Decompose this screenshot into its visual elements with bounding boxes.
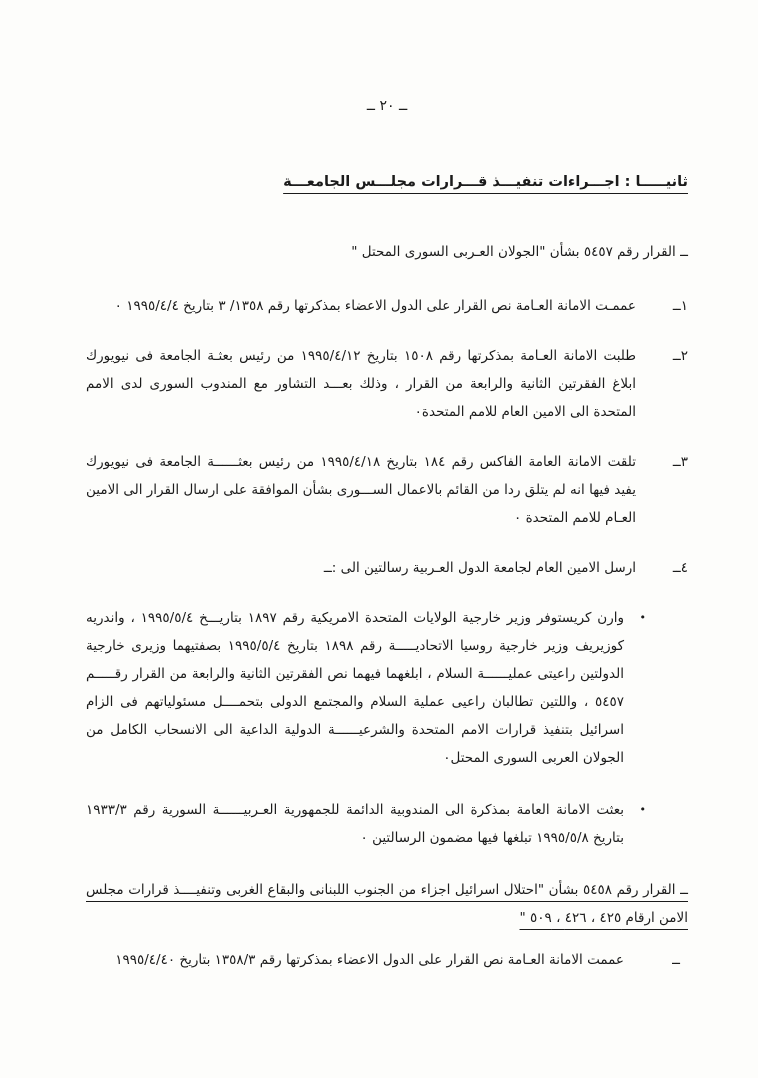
resolution-5457-heading-text: ــ القرار رقم ٥٤٥٧ بشأن "الجولان العـربى السورى المحتل " — [351, 244, 688, 260]
item-dash: ــ — [672, 952, 680, 968]
item-text: ارسل الامين العام لجامعة الدول العـربية رسالتين الى :ــ — [323, 560, 636, 576]
item-number: ٣ــ — [672, 454, 688, 470]
bullet-text: وارن كريستوفر وزير خارجية الولايات المتحدة الامريكية رقم ١٨٩٧ بتاريـــخ ١٩٩٥/٥/٤ ، واندريه كوزيريف وزير خارجية روسيا الاتحاديـــــة رقم ١٨٩٨ بتاريخ ١٩٩٥/٥/٤ بصفتيهما وزيرى خارجية الدولتين راعيتى عمليــــــة السلام ، ابلغهما فيهما نص الفقرتين الثانية والرابعة من القرار رقـــــم ٥٤٥٧ ، واللتين تطالبان راعيى عملية السلام والمجتمع الدولى بتحمــــل مسئولياتهم فى الزام اسرائيل بتنفيذ قرارات الامم المتحدة والشرعيــــــة الدولية الداعية الى الانسحاب الكامل من الجولان العربى السورى المحتل٠ — [86, 610, 624, 766]
bullet-item-2 — [86, 796, 688, 852]
item-text: طلبت الامانة العـامة بمذكرتها رقم ١٥٠٨ بتاريخ ١٩٩٥/٤/١٢ من رئيس بعثـة الجامعة فى نيويورك ابلاغ الفقرتين الثانية والرابعة من القرار ، وذلك بعـــد التشاور مع المندوب السورى لدى الامم المتحدة الى الامين العام للامم المتحدة٠ — [86, 348, 636, 420]
item-text: عممت الامانة العـامة نص القرار على الدول الاعضاء بمذكرتها رقم ١٣٥٨/٣ بتاريخ ١٩٩٥/٤/٤٠ — [115, 952, 624, 968]
item-number: ٢ــ — [672, 348, 688, 364]
bullet-marker: • — [639, 611, 646, 624]
item-text: عممـت الامانة العـامة نص القرار على الدول الاعضاء بمذكرتها رقم ١٣٥٨/ ٣ بتاريخ ١٩٩٥/٤/٤ ٠ — [114, 298, 636, 314]
numbered-item-1 — [86, 292, 688, 320]
numbered-item-4 — [86, 554, 688, 582]
dash-item — [86, 946, 688, 974]
resolution-5457-heading — [86, 238, 688, 266]
resolution-5458-heading-text: ــ القرار رقم ٥٤٥٨ بشأن "احتلال اسرائيل اجزاء من الجنوب اللبنانى والبقاع الغربى وتنفيــــذ قرارات مجلس الامن ارقام ٤٢٥ ، ٤٢٦ ، ٥٠٩ " — [86, 882, 688, 926]
numbered-item-3 — [86, 448, 688, 532]
section-heading — [86, 168, 688, 196]
item-text: تلقت الامانة العامة الفاكس رقم ١٨٤ بتاريخ ١٩٩٥/٤/١٨ من رئيس بعثــــــة الجامعة فى نيويورك يفيد فيها انه لم يتلق ردا من القائم بالاعمال الســـورى بشأن الموافقة على ارسال القرار الى الامين العـام للامم المتحدة ٠ — [86, 454, 636, 526]
item-number: ١ــ — [672, 298, 688, 314]
section-heading-text: ثانيـــــا : اجـــراءات تنفيـــذ قـــرارات مجلـــس الجامعـــة — [283, 174, 688, 190]
bullet-item-1 — [86, 604, 688, 772]
numbered-item-2 — [86, 342, 688, 426]
bullet-text: بعثت الامانة العامة بمذكرة الى المندوبية الدائمة للجمهورية العـربيــــــة السورية رقم ١٩٣٣/٣ بتاريخ ١٩٩٥/٥/٨ تبلغها فيها مضمون الرسالتين ٠ — [86, 802, 624, 846]
item-number: ٤ــ — [672, 560, 688, 576]
bullet-marker: • — [639, 803, 646, 816]
page-number: ــ ٢٠ ــ — [366, 98, 408, 114]
resolution-5458-heading — [86, 876, 688, 932]
